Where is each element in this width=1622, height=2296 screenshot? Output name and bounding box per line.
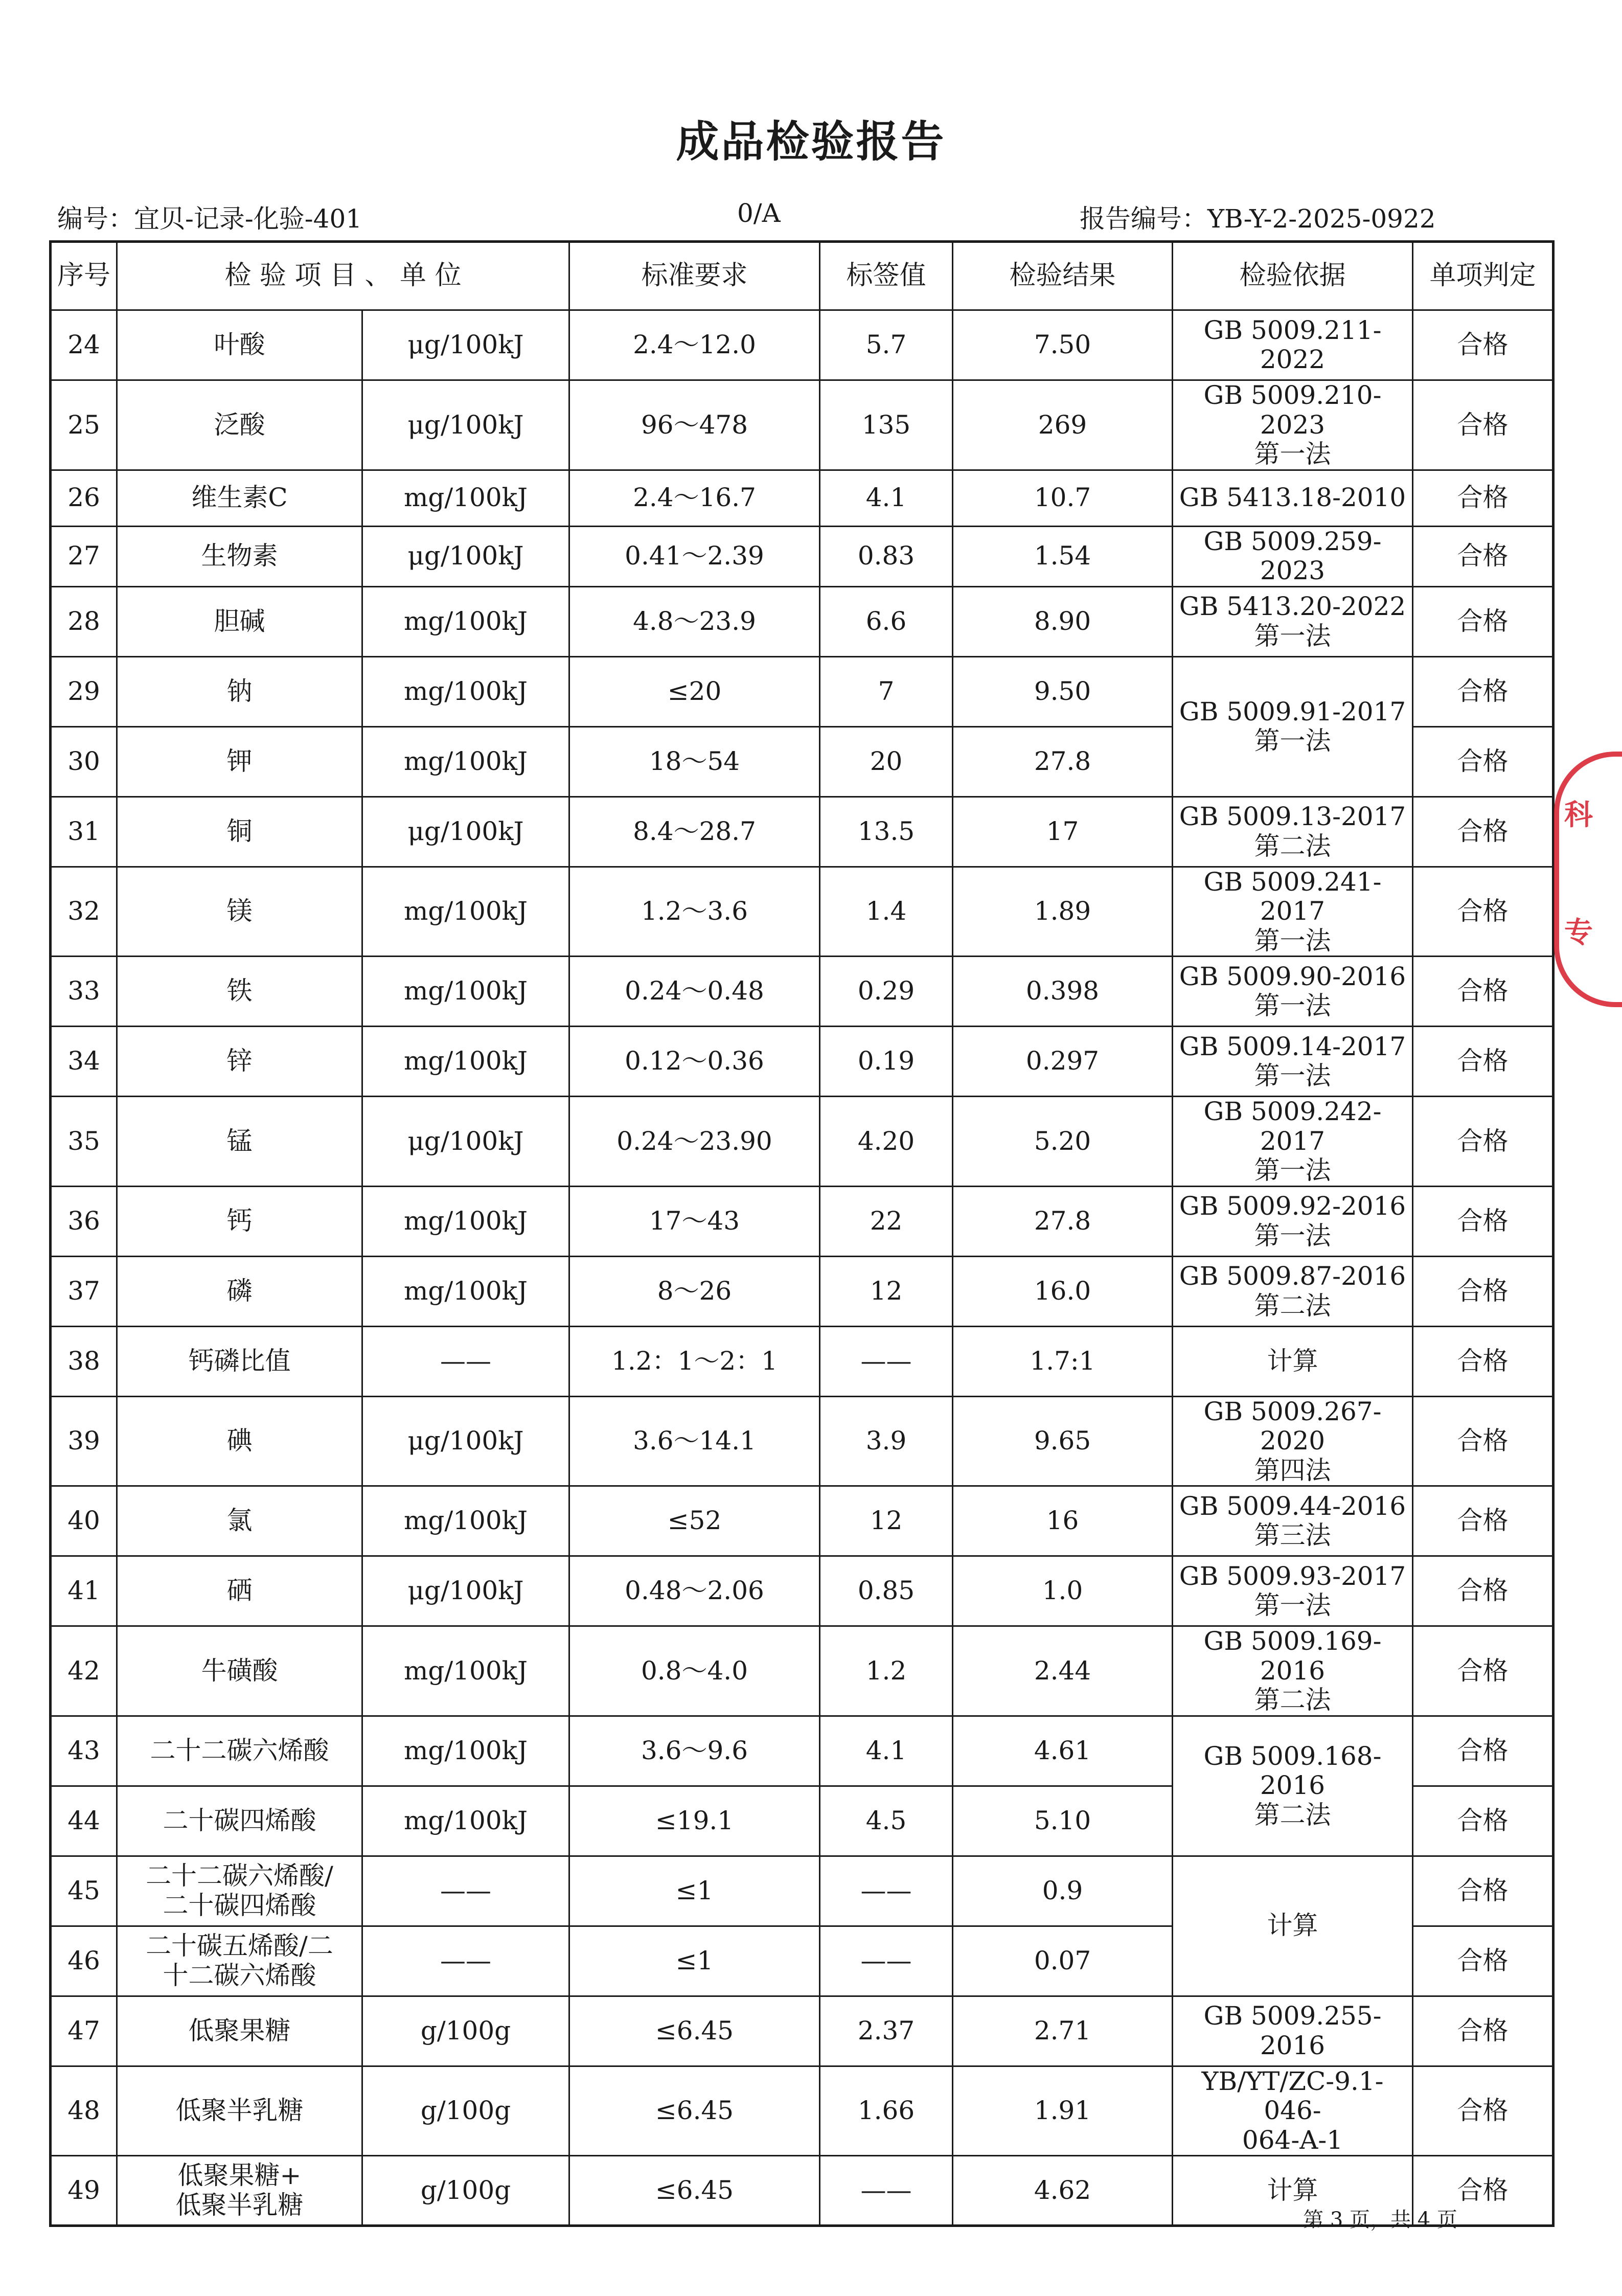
judgement: 合格 xyxy=(1413,1786,1554,1856)
label-value: 20 xyxy=(820,726,953,797)
unit: μg/100kJ xyxy=(362,526,569,586)
item-name: 二十二碳六烯酸 xyxy=(117,1716,362,1786)
test-basis: GB 5009.90-2016 第一法 xyxy=(1173,957,1413,1027)
unit: g/100g xyxy=(362,1996,569,2066)
judgement: 合格 xyxy=(1413,726,1554,797)
standard-requirement: 4.8～23.9 xyxy=(569,586,820,656)
standard-requirement: ≤1 xyxy=(569,1926,820,1996)
judgement: 合格 xyxy=(1413,1256,1554,1326)
test-basis: GB 5009.242-2017 第一法 xyxy=(1173,1097,1413,1187)
test-basis: 计算 xyxy=(1173,2156,1413,2226)
item-name: 牛磺酸 xyxy=(117,1626,362,1716)
test-basis: GB 5009.169-2016 第二法 xyxy=(1173,1626,1413,1716)
judgement: 合格 xyxy=(1413,1716,1554,1786)
test-result: 27.8 xyxy=(953,1186,1173,1256)
item-name: 磷 xyxy=(117,1256,362,1326)
standard-requirement: 8～26 xyxy=(569,1256,820,1326)
test-basis: GB 5009.267-2020 第四法 xyxy=(1173,1396,1413,1486)
row-number: 24 xyxy=(51,310,117,380)
row-number: 28 xyxy=(51,586,117,656)
test-basis: GB 5009.259-2023 xyxy=(1173,526,1413,586)
document-title: 成品检验报告 xyxy=(676,116,946,167)
standard-requirement: ≤6.45 xyxy=(569,2156,820,2226)
test-result: 1.54 xyxy=(953,526,1173,586)
item-name: 锌 xyxy=(117,1027,362,1097)
row-number: 30 xyxy=(51,726,117,797)
standard-requirement: 0.41～2.39 xyxy=(569,526,820,586)
header-item-unit: 检 验 项 目 、 单 位 xyxy=(117,242,569,310)
test-result: 1.91 xyxy=(953,2066,1173,2156)
item-name: 低聚果糖+ 低聚半乳糖 xyxy=(117,2156,362,2226)
table-row xyxy=(51,1097,1554,1187)
item-name: 钠 xyxy=(117,656,362,726)
unit: μg/100kJ xyxy=(362,797,569,867)
label-value: 12 xyxy=(820,1256,953,1326)
unit: g/100g xyxy=(362,2066,569,2156)
item-name: 钾 xyxy=(117,726,362,797)
label-value: 7 xyxy=(820,656,953,726)
row-number: 31 xyxy=(51,797,117,867)
test-result: 2.44 xyxy=(953,1626,1173,1716)
judgement: 合格 xyxy=(1413,656,1554,726)
unit: mg/100kJ xyxy=(362,656,569,726)
label-value: 12 xyxy=(820,1486,953,1556)
row-number: 27 xyxy=(51,526,117,586)
unit: μg/100kJ xyxy=(362,380,569,470)
header-standard: 标准要求 xyxy=(569,242,820,310)
row-number: 25 xyxy=(51,380,117,470)
label-value: —— xyxy=(820,1856,953,1926)
label-value: —— xyxy=(820,1326,953,1396)
unit: mg/100kJ xyxy=(362,1186,569,1256)
test-basis: GB 5009.255-2016 xyxy=(1173,1996,1413,2066)
standard-requirement: 17～43 xyxy=(569,1186,820,1256)
row-number: 47 xyxy=(51,1996,117,2066)
judgement: 合格 xyxy=(1413,1097,1554,1187)
label-value: 0.19 xyxy=(820,1027,953,1097)
judgement: 合格 xyxy=(1413,867,1554,957)
table-header-row xyxy=(51,242,1554,310)
test-result: 0.398 xyxy=(953,957,1173,1027)
unit: —— xyxy=(362,1326,569,1396)
unit: mg/100kJ xyxy=(362,957,569,1027)
table-row xyxy=(51,586,1554,656)
item-name: 镁 xyxy=(117,867,362,957)
item-name: 二十碳四烯酸 xyxy=(117,1786,362,1856)
unit: —— xyxy=(362,1856,569,1926)
label-value: 2.37 xyxy=(820,1996,953,2066)
test-basis: 计算 xyxy=(1173,1326,1413,1396)
judgement: 合格 xyxy=(1413,1486,1554,1556)
test-result: 1.0 xyxy=(953,1556,1173,1626)
label-value: 0.83 xyxy=(820,526,953,586)
label-value: 0.85 xyxy=(820,1556,953,1626)
label-value: 4.1 xyxy=(820,470,953,526)
item-name: 氯 xyxy=(117,1486,362,1556)
unit: mg/100kJ xyxy=(362,586,569,656)
row-number: 48 xyxy=(51,2066,117,2156)
label-value: 1.66 xyxy=(820,2066,953,2156)
standard-requirement: ≤19.1 xyxy=(569,1786,820,1856)
table-body xyxy=(51,310,1554,2226)
standard-requirement: 0.24～23.90 xyxy=(569,1097,820,1187)
row-number: 49 xyxy=(51,2156,117,2226)
header-no: 序号 xyxy=(51,242,117,310)
test-basis: GB 5009.241-2017 第一法 xyxy=(1173,867,1413,957)
test-basis: GB 5009.210-2023 第一法 xyxy=(1173,380,1413,470)
item-name: 铜 xyxy=(117,797,362,867)
seal-char: 科 xyxy=(1564,798,1593,832)
row-number: 35 xyxy=(51,1097,117,1187)
test-basis: GB 5009.87-2016 第二法 xyxy=(1173,1256,1413,1326)
table-row xyxy=(51,310,1554,380)
label-value: 4.20 xyxy=(820,1097,953,1187)
judgement: 合格 xyxy=(1413,1186,1554,1256)
judgement: 合格 xyxy=(1413,2066,1554,2156)
judgement: 合格 xyxy=(1413,586,1554,656)
unit: mg/100kJ xyxy=(362,1486,569,1556)
header-judgement: 单项判定 xyxy=(1413,242,1554,310)
label-value: 6.6 xyxy=(820,586,953,656)
judgement: 合格 xyxy=(1413,957,1554,1027)
judgement: 合格 xyxy=(1413,797,1554,867)
judgement: 合格 xyxy=(1413,2156,1554,2226)
test-result: 16.0 xyxy=(953,1256,1173,1326)
table-row xyxy=(51,1486,1554,1556)
standard-requirement: 0.8～4.0 xyxy=(569,1626,820,1716)
standard-requirement: 0.48～2.06 xyxy=(569,1556,820,1626)
test-basis: GB 5009.168-2016 第二法 xyxy=(1173,1716,1413,1856)
standard-requirement: 2.4～16.7 xyxy=(569,470,820,526)
standard-requirement: ≤52 xyxy=(569,1486,820,1556)
row-number: 41 xyxy=(51,1556,117,1626)
row-number: 43 xyxy=(51,1716,117,1786)
item-name: 泛酸 xyxy=(117,380,362,470)
table-row xyxy=(51,1326,1554,1396)
test-basis: GB 5009.93-2017 第一法 xyxy=(1173,1556,1413,1626)
standard-requirement: ≤6.45 xyxy=(569,2066,820,2156)
inspection-table xyxy=(49,240,1555,2227)
label-value: —— xyxy=(820,1926,953,1996)
test-result: 2.71 xyxy=(953,1996,1173,2066)
table-row xyxy=(51,1626,1554,1716)
judgement: 合格 xyxy=(1413,1926,1554,1996)
company-seal xyxy=(1554,752,1622,1007)
unit: mg/100kJ xyxy=(362,1626,569,1716)
seal-char: 专 xyxy=(1564,916,1593,949)
test-result: 4.61 xyxy=(953,1716,1173,1786)
judgement: 合格 xyxy=(1413,526,1554,586)
standard-requirement: ≤1 xyxy=(569,1856,820,1926)
standard-requirement: 3.6～14.1 xyxy=(569,1396,820,1486)
table-row xyxy=(51,1856,1554,1926)
judgement: 合格 xyxy=(1413,1556,1554,1626)
test-basis: GB 5009.211-2022 xyxy=(1173,310,1413,380)
test-result: 10.7 xyxy=(953,470,1173,526)
table-row xyxy=(51,1256,1554,1326)
label-value: 0.29 xyxy=(820,957,953,1027)
test-basis: 计算 xyxy=(1173,1856,1413,1996)
header-basis: 检验依据 xyxy=(1173,242,1413,310)
table-row xyxy=(51,380,1554,470)
table-row xyxy=(51,656,1554,726)
table-row xyxy=(51,1027,1554,1097)
row-number: 29 xyxy=(51,656,117,726)
table-row xyxy=(51,797,1554,867)
test-basis: GB 5009.44-2016 第三法 xyxy=(1173,1486,1413,1556)
table-row xyxy=(51,526,1554,586)
item-name: 生物素 xyxy=(117,526,362,586)
test-result: 27.8 xyxy=(953,726,1173,797)
unit: mg/100kJ xyxy=(362,1027,569,1097)
test-result: 1.89 xyxy=(953,867,1173,957)
standard-requirement: 1.2：1～2：1 xyxy=(569,1326,820,1396)
table-row xyxy=(51,867,1554,957)
item-name: 铁 xyxy=(117,957,362,1027)
unit: μg/100kJ xyxy=(362,310,569,380)
item-name: 锰 xyxy=(117,1097,362,1187)
table-row xyxy=(51,2066,1554,2156)
judgement: 合格 xyxy=(1413,1326,1554,1396)
label-value: 4.1 xyxy=(820,1716,953,1786)
test-result: 0.297 xyxy=(953,1027,1173,1097)
row-number: 38 xyxy=(51,1326,117,1396)
unit: g/100g xyxy=(362,2156,569,2226)
row-number: 39 xyxy=(51,1396,117,1486)
label-value: 135 xyxy=(820,380,953,470)
test-result: 0.07 xyxy=(953,1926,1173,1996)
test-result: 8.90 xyxy=(953,586,1173,656)
row-number: 45 xyxy=(51,1856,117,1926)
judgement: 合格 xyxy=(1413,310,1554,380)
item-name: 胆碱 xyxy=(117,586,362,656)
row-number: 26 xyxy=(51,470,117,526)
standard-requirement: 1.2～3.6 xyxy=(569,867,820,957)
test-basis: GB 5413.20-2022 第一法 xyxy=(1173,586,1413,656)
unit: mg/100kJ xyxy=(362,1256,569,1326)
item-name: 钙 xyxy=(117,1186,362,1256)
standard-requirement: 0.12～0.36 xyxy=(569,1027,820,1097)
standard-requirement: 2.4～12.0 xyxy=(569,310,820,380)
standard-requirement: 96～478 xyxy=(569,380,820,470)
page-number: 第 3 页，共 4 页 xyxy=(1303,2208,1457,2232)
row-number: 42 xyxy=(51,1626,117,1716)
row-number: 40 xyxy=(51,1486,117,1556)
unit: mg/100kJ xyxy=(362,470,569,526)
judgement: 合格 xyxy=(1413,1626,1554,1716)
revision-number: 0/A xyxy=(737,198,781,228)
judgement: 合格 xyxy=(1413,470,1554,526)
table-row xyxy=(51,1396,1554,1486)
label-value: 1.2 xyxy=(820,1626,953,1716)
row-number: 37 xyxy=(51,1256,117,1326)
test-result: 0.9 xyxy=(953,1856,1173,1926)
item-name: 钙磷比值 xyxy=(117,1326,362,1396)
table-row xyxy=(51,1556,1554,1626)
label-value: 5.7 xyxy=(820,310,953,380)
test-result: 9.50 xyxy=(953,656,1173,726)
item-name: 叶酸 xyxy=(117,310,362,380)
row-number: 46 xyxy=(51,1926,117,1996)
unit: mg/100kJ xyxy=(362,726,569,797)
standard-requirement: ≤6.45 xyxy=(569,1996,820,2066)
standard-requirement: 18～54 xyxy=(569,726,820,797)
table-row xyxy=(51,1716,1554,1786)
unit: mg/100kJ xyxy=(362,1786,569,1856)
unit: —— xyxy=(362,1926,569,1996)
unit: mg/100kJ xyxy=(362,867,569,957)
test-result: 9.65 xyxy=(953,1396,1173,1486)
item-name: 维生素C xyxy=(117,470,362,526)
unit: mg/100kJ xyxy=(362,1716,569,1786)
judgement: 合格 xyxy=(1413,1996,1554,2066)
item-name: 二十二碳六烯酸/ 二十碳四烯酸 xyxy=(117,1856,362,1926)
record-code: 编号：宜贝-记录-化验-401 xyxy=(57,204,362,234)
row-number: 34 xyxy=(51,1027,117,1097)
label-value: 22 xyxy=(820,1186,953,1256)
unit: μg/100kJ xyxy=(362,1097,569,1187)
test-basis: GB 5009.14-2017 第一法 xyxy=(1173,1027,1413,1097)
judgement: 合格 xyxy=(1413,1027,1554,1097)
report-number: 报告编号：YB-Y-2-2025-0922 xyxy=(1080,204,1436,234)
header-result: 检验结果 xyxy=(953,242,1173,310)
standard-requirement: 0.24～0.48 xyxy=(569,957,820,1027)
test-result: 1.7:1 xyxy=(953,1326,1173,1396)
label-value: 13.5 xyxy=(820,797,953,867)
judgement: 合格 xyxy=(1413,380,1554,470)
judgement: 合格 xyxy=(1413,1856,1554,1926)
table-row xyxy=(51,1186,1554,1256)
item-name: 二十碳五烯酸/二 十二碳六烯酸 xyxy=(117,1926,362,1996)
unit: μg/100kJ xyxy=(362,1556,569,1626)
label-value: 4.5 xyxy=(820,1786,953,1856)
test-result: 5.20 xyxy=(953,1097,1173,1187)
test-basis: GB 5413.18-2010 xyxy=(1173,470,1413,526)
label-value: —— xyxy=(820,2156,953,2226)
test-result: 17 xyxy=(953,797,1173,867)
table-row xyxy=(51,957,1554,1027)
standard-requirement: 3.6～9.6 xyxy=(569,1716,820,1786)
table-row xyxy=(51,1996,1554,2066)
standard-requirement: ≤20 xyxy=(569,656,820,726)
test-result: 4.62 xyxy=(953,2156,1173,2226)
item-name: 碘 xyxy=(117,1396,362,1486)
row-number: 44 xyxy=(51,1786,117,1856)
test-result: 5.10 xyxy=(953,1786,1173,1856)
test-result: 16 xyxy=(953,1486,1173,1556)
header-label-value: 标签值 xyxy=(820,242,953,310)
test-basis: GB 5009.91-2017 第一法 xyxy=(1173,656,1413,797)
item-name: 低聚半乳糖 xyxy=(117,2066,362,2156)
item-name: 硒 xyxy=(117,1556,362,1626)
standard-requirement: 8.4～28.7 xyxy=(569,797,820,867)
test-basis: YB/YT/ZC-9.1-046- 064-A-1 xyxy=(1173,2066,1413,2156)
judgement: 合格 xyxy=(1413,1396,1554,1486)
row-number: 32 xyxy=(51,867,117,957)
test-basis: GB 5009.92-2016 第一法 xyxy=(1173,1186,1413,1256)
test-result: 269 xyxy=(953,380,1173,470)
item-name: 低聚果糖 xyxy=(117,1996,362,2066)
row-number: 36 xyxy=(51,1186,117,1256)
test-result: 7.50 xyxy=(953,310,1173,380)
table-row xyxy=(51,470,1554,526)
unit: μg/100kJ xyxy=(362,1396,569,1486)
row-number: 33 xyxy=(51,957,117,1027)
label-value: 3.9 xyxy=(820,1396,953,1486)
label-value: 1.4 xyxy=(820,867,953,957)
test-basis: GB 5009.13-2017 第二法 xyxy=(1173,797,1413,867)
